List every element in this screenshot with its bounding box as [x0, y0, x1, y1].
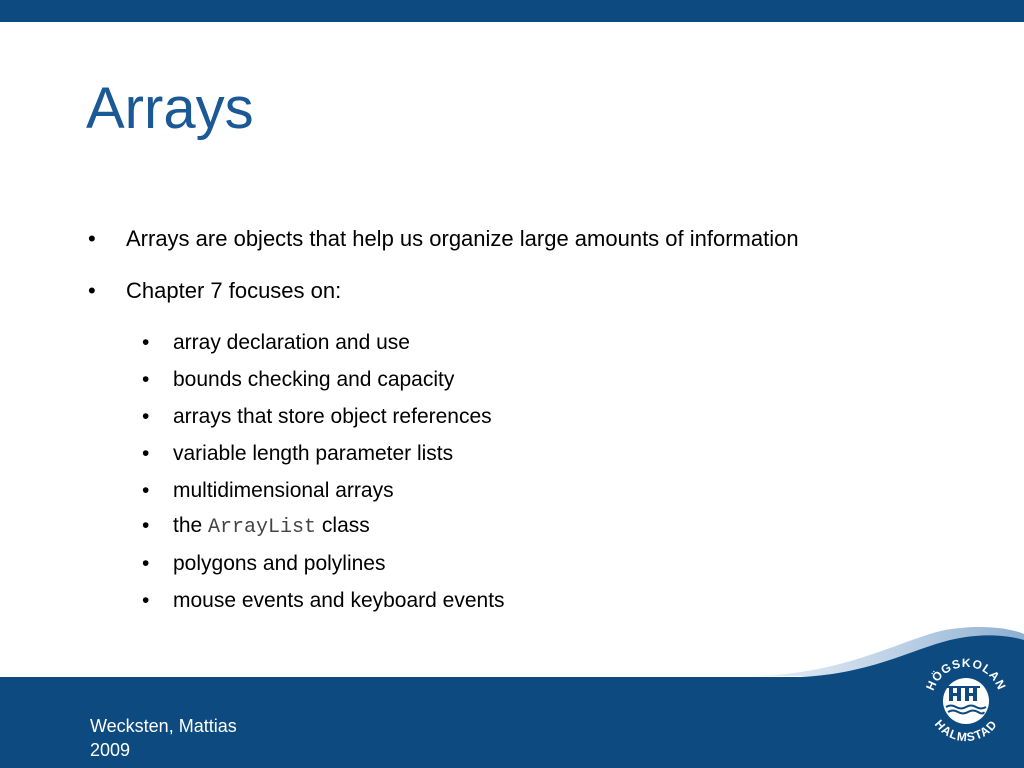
sub-bullet-text: array declaration and use: [173, 331, 410, 354]
bullet-marker: •: [142, 514, 150, 537]
bullet-marker: •: [88, 278, 96, 303]
bullet-marker: •: [142, 479, 150, 502]
hogskolan-halmstad-logo-icon: [918, 641, 1014, 763]
bullet-marker: •: [88, 226, 96, 251]
logo-top-text: HÖGSKOLAN: [923, 655, 1009, 693]
bullet-text: Arrays are objects that help us organize large amounts of information: [126, 226, 799, 251]
sub-bullet-text: mouse events and keyboard events: [173, 589, 505, 612]
bullet-marker: •: [142, 552, 150, 575]
sub-bullet-text: arrays that store object references: [173, 405, 492, 428]
bullet-marker: •: [142, 368, 150, 391]
footer-year: 2009: [90, 740, 131, 760]
code-arraylist: ArrayList: [208, 516, 317, 539]
footer-author: Wecksten, Mattias: [90, 716, 237, 736]
footer-credits: [90, 714, 237, 762]
bullet-marker: •: [142, 405, 150, 428]
bullet-marker: •: [142, 442, 150, 465]
sub-bullet-text: bounds checking and capacity: [173, 368, 455, 391]
sub-bullet-text: polygons and polylines: [173, 552, 386, 575]
bullet-marker: •: [142, 589, 150, 612]
sub-bullet-text-post: class: [316, 514, 370, 537]
bullet-text: Chapter 7 focuses on:: [126, 278, 342, 303]
bullet-marker: •: [142, 331, 150, 354]
slide-title: Arrays: [86, 76, 254, 141]
logo-bottom-text: HALMSTAD: [931, 717, 1001, 745]
sub-bullet-text: variable length parameter lists: [173, 442, 454, 465]
sub-bullet-text-pre: the: [173, 514, 209, 537]
sub-bullet-text: multidimensional arrays: [173, 479, 394, 502]
